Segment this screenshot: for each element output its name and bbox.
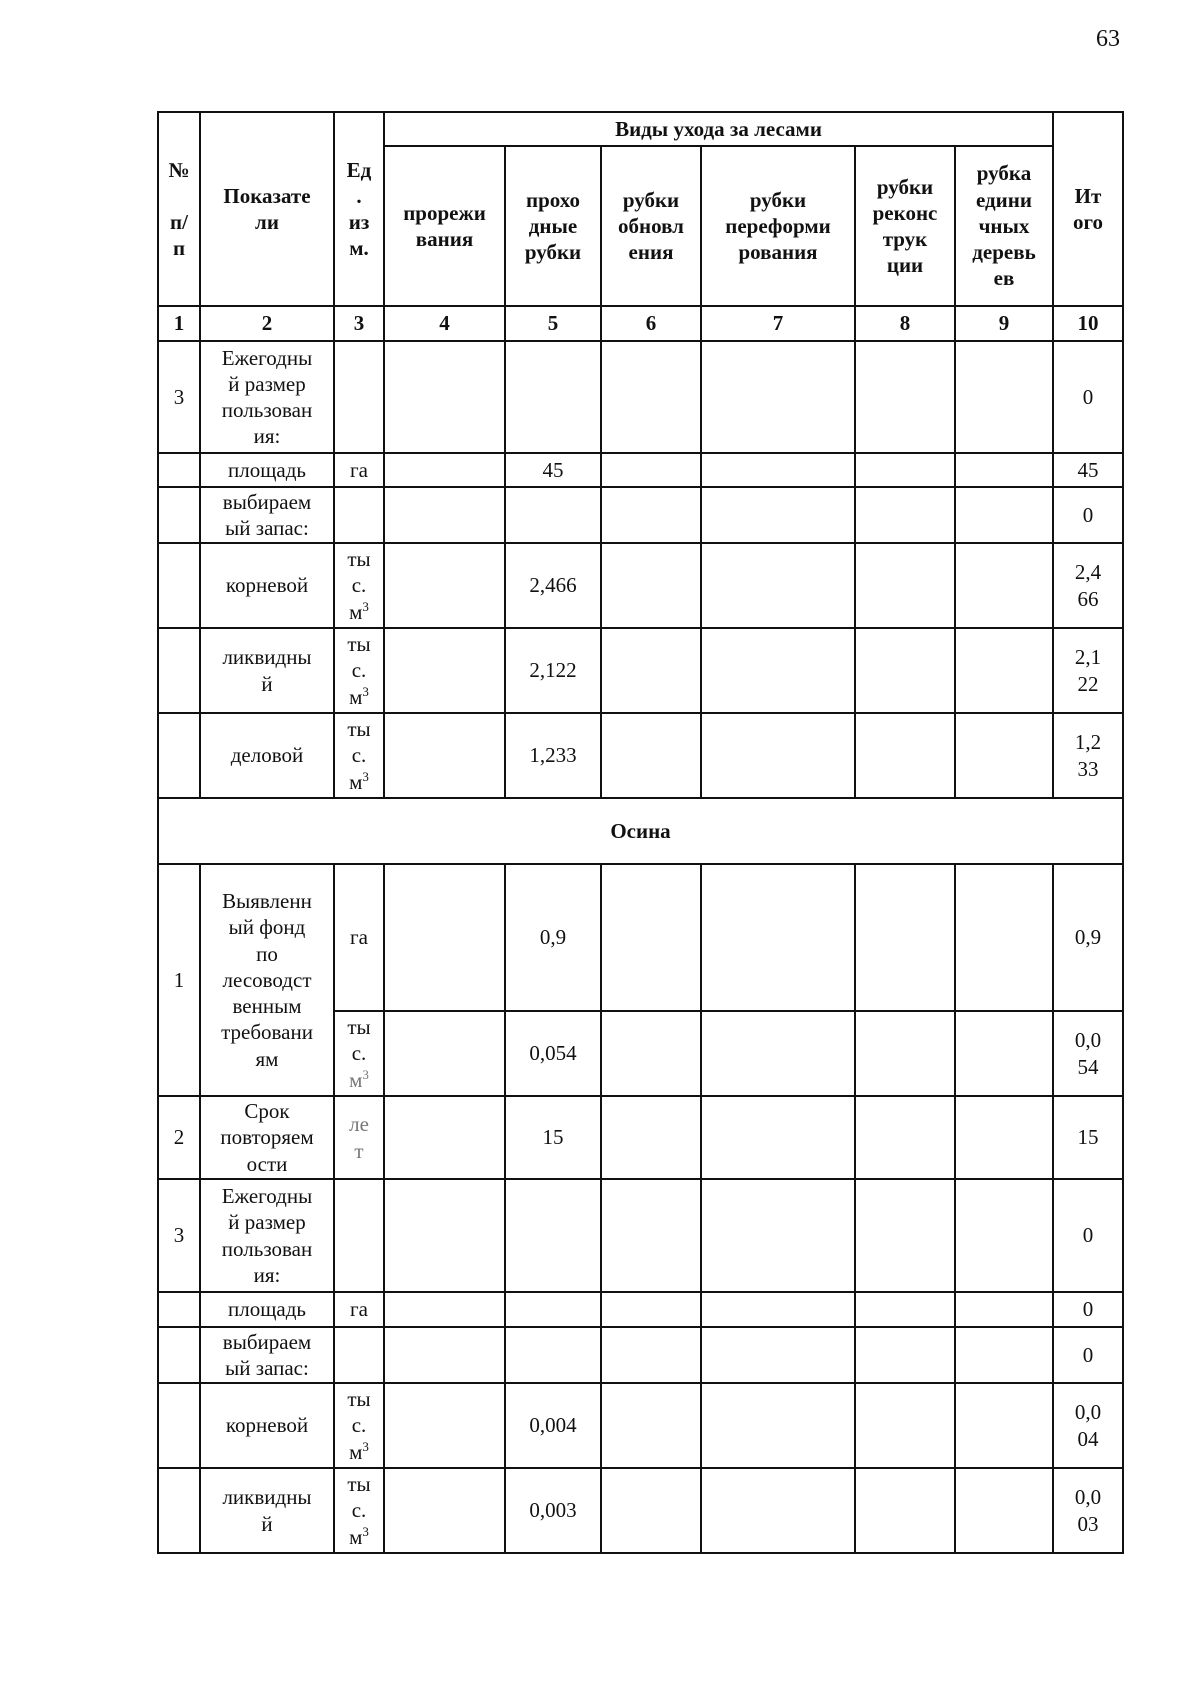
table-row — [158, 1327, 1123, 1383]
row-value: 0,054 — [505, 1011, 601, 1096]
row-label: Срок повторяем ости — [200, 1096, 334, 1179]
row-total: 0,0 03 — [1053, 1468, 1123, 1553]
page-number: 63 — [1096, 26, 1120, 52]
row-total: 2,4 66 — [1053, 543, 1123, 628]
row-label: Ежегодны й размер пользован ия: — [200, 341, 334, 453]
row-value: 2,466 — [505, 543, 601, 628]
row-label: Ежегодны й размер пользован ия: — [200, 1179, 334, 1292]
row-unit: ле т — [334, 1096, 384, 1179]
col-number: 2 — [200, 306, 334, 341]
row-unit: га — [334, 864, 384, 1011]
table-row — [158, 1468, 1123, 1553]
header-total: Ит ого — [1053, 112, 1123, 306]
header-indicator: Показате ли — [200, 112, 334, 306]
col-number: 3 — [334, 306, 384, 341]
row-unit: ты с. $м^3$ — [334, 543, 384, 628]
row-total: 0,9 — [1053, 864, 1123, 1011]
row-value: 0,9 — [505, 864, 601, 1011]
row-unit: га — [334, 453, 384, 487]
header-col-passage: прохо дные рубки — [505, 146, 601, 306]
row-total: 1,2 33 — [1053, 713, 1123, 798]
row-total: 0 — [1053, 487, 1123, 543]
row-total: 15 — [1053, 1096, 1123, 1179]
row-unit: ты с. $м^3$ — [334, 713, 384, 798]
header-unit: Ед . из м. — [334, 112, 384, 306]
table-row — [158, 1292, 1123, 1327]
column-numbers-row — [158, 306, 1123, 341]
row-total: 0 — [1053, 1292, 1123, 1327]
header-no: № п/ п — [158, 112, 200, 306]
section-title: Осина — [158, 798, 1123, 864]
header-col-single-trees: рубка едини чных деревь ев — [955, 146, 1053, 306]
row-unit: ты с. $м^3$ — [334, 1011, 384, 1096]
row-label: площадь — [200, 453, 334, 487]
table-row — [158, 1179, 1123, 1292]
row-total: 0,0 54 — [1053, 1011, 1123, 1096]
row-total: 0,0 04 — [1053, 1383, 1123, 1468]
row-label: ликвидны й — [200, 1468, 334, 1553]
row-no: 2 — [158, 1096, 200, 1179]
col-number: 10 — [1053, 306, 1123, 341]
section-title-row — [158, 798, 1123, 864]
row-value: 0,003 — [505, 1468, 601, 1553]
row-unit: ты с. $м^3$ — [334, 1383, 384, 1468]
row-total: 0 — [1053, 1179, 1123, 1292]
row-label: корневой — [200, 543, 334, 628]
row-value: 1,233 — [505, 713, 601, 798]
table-row — [158, 1383, 1123, 1468]
table-row — [158, 864, 1123, 1011]
col-number: 4 — [384, 306, 505, 341]
row-total: 2,1 22 — [1053, 628, 1123, 713]
header-col-renewal: рубки обновл ения — [601, 146, 701, 306]
row-total: 45 — [1053, 453, 1123, 487]
row-no: 1 — [158, 864, 200, 1096]
col-number: 1 — [158, 306, 200, 341]
table-row — [158, 1096, 1123, 1179]
table-row — [158, 713, 1123, 798]
table-row — [158, 453, 1123, 487]
row-label: деловой — [200, 713, 334, 798]
row-unit: га — [334, 1292, 384, 1327]
row-no: 3 — [158, 341, 200, 453]
table-row — [158, 487, 1123, 543]
col-number: 7 — [701, 306, 855, 341]
forest-care-table — [157, 111, 1124, 1554]
header-col-reformation: рубки переформи рования — [701, 146, 855, 306]
row-label: ликвидны й — [200, 628, 334, 713]
row-label: корневой — [200, 1383, 334, 1468]
table-row — [158, 543, 1123, 628]
row-value: 2,122 — [505, 628, 601, 713]
row-total: 0 — [1053, 1327, 1123, 1383]
row-label: площадь — [200, 1292, 334, 1327]
col-number: 9 — [955, 306, 1053, 341]
row-label: выбираем ый запас: — [200, 487, 334, 543]
row-no: 3 — [158, 1179, 200, 1292]
row-value: 45 — [505, 453, 601, 487]
row-value: 15 — [505, 1096, 601, 1179]
row-unit: ты с. $м^3$ — [334, 1468, 384, 1553]
col-number: 5 — [505, 306, 601, 341]
header-col-thinning: прорежи вания — [384, 146, 505, 306]
row-label: выбираем ый запас: — [200, 1327, 334, 1383]
col-number: 6 — [601, 306, 701, 341]
header-col-reconstruction: рубки реконс трук ции — [855, 146, 955, 306]
table-row — [158, 628, 1123, 713]
row-label: Выявленн ый фонд по лесоводст венным требовани ям — [200, 864, 334, 1096]
table-row — [158, 341, 1123, 453]
row-value: 0,004 — [505, 1383, 601, 1468]
row-unit: ты с. $м^3$ — [334, 628, 384, 713]
header-group-title: Виды ухода за лесами — [384, 112, 1053, 146]
col-number: 8 — [855, 306, 955, 341]
row-total: 0 — [1053, 341, 1123, 453]
